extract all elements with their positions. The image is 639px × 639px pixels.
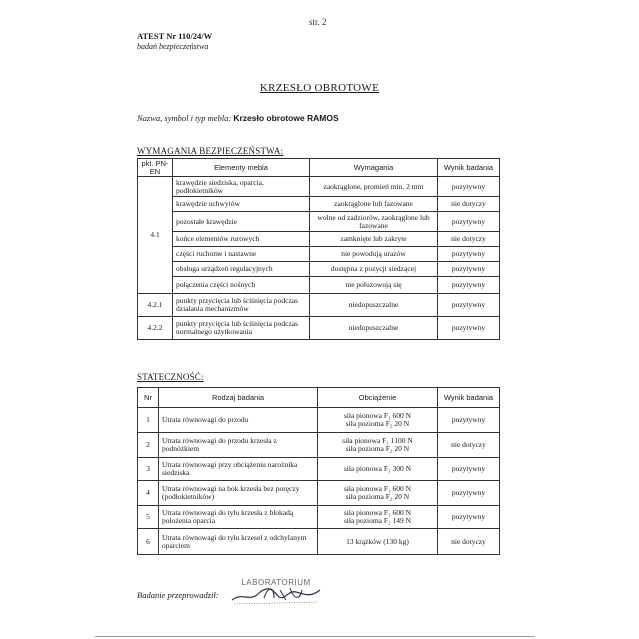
element-cell: końce elementów rurowych [173, 232, 310, 247]
col-header-elements: Elementy mebla [173, 159, 310, 177]
test-type-cell: Utrata równowagi do przodu krzesła z podnóżkiem [159, 433, 318, 458]
stamp-text: LABORATORIUM [241, 578, 311, 587]
pkt-cell: 4.1 [138, 177, 173, 294]
load-line: 13 krążków (130 kg) [346, 536, 409, 546]
safety-heading: WYMAGANIA BEZPIECZEŃSTWA: [137, 146, 284, 156]
load-line: siła pionowa F₁ 300 N [343, 464, 412, 473]
table-row [138, 529, 500, 555]
result-cell: pozytywny [438, 277, 500, 294]
load-line: siła pozioma F₂ 149 N [343, 516, 412, 525]
requirement-cell: nie poluzowują się [310, 277, 438, 294]
safety-table [137, 158, 500, 340]
table-row [138, 458, 500, 481]
pkt-cell: 4.2.1 [138, 294, 173, 317]
load-cell [318, 506, 438, 529]
col-header-result: Wynik badania [438, 388, 500, 408]
element-cell: krawędzie siedziska, oparcia, podłokietników [173, 177, 310, 197]
load-line: siła pozioma F₂ 20 N [345, 444, 410, 453]
col-header-test-type: Rodzaj badania [159, 388, 318, 408]
load-cell [318, 458, 438, 481]
col-header-pkt: pkt. PN-EN [138, 159, 173, 177]
requirement-cell: niedopuszczalne [310, 294, 438, 317]
page-number: str. 2 [309, 17, 327, 27]
table-row [138, 317, 500, 340]
table-row [138, 481, 500, 506]
laboratory-stamp [228, 578, 324, 608]
requirement-cell: wolne od zadziorów, zaokrąglone lub fazowane [310, 212, 438, 232]
result-cell: nie dotyczy [438, 433, 500, 458]
requirement-cell: nie powodują urazów [310, 247, 438, 262]
page-bottom-divider [95, 636, 535, 637]
table-row [138, 232, 500, 247]
furniture-name-line [137, 113, 339, 123]
test-type-cell: Utrata równowagi do tyłu krzeseł z odchylanym oparciem [159, 529, 318, 555]
element-cell: punkty przycięcia lub ściśnięcia podczas działania mechanizmów [173, 294, 310, 317]
table-header-row [138, 159, 500, 177]
table-row [138, 433, 500, 458]
load-cell [318, 529, 438, 555]
signature-label: Badanie przeprowadził: [137, 590, 219, 600]
nr-cell: 4 [138, 481, 159, 506]
element-cell: punkty przycięcia lub ściśnięcia podczas normalnego użytkowania [173, 317, 310, 340]
furniture-name-value: Krzesło obrotowe RAMOS [233, 113, 339, 123]
load-cell [318, 433, 438, 458]
result-cell: pozytywny [438, 294, 500, 317]
load-line: siła pionowa F₁ 600 N [343, 411, 412, 420]
result-cell: pozytywny [438, 247, 500, 262]
table-row [138, 177, 500, 197]
table-row [138, 294, 500, 317]
table-header-row [138, 388, 500, 408]
load-cell [318, 408, 438, 433]
certificate-number: ATEST Nr 110/24/W [137, 31, 213, 41]
result-cell: nie dotyczy [438, 529, 500, 555]
table-row [138, 197, 500, 212]
table-row [138, 247, 500, 262]
requirement-cell: zaokrąglone, promień min. 2 mm [310, 177, 438, 197]
nr-cell: 3 [138, 458, 159, 481]
result-cell: pozytywny [438, 458, 500, 481]
result-cell: pozytywny [438, 317, 500, 340]
result-cell: pozytywny [438, 481, 500, 506]
table-row [138, 277, 500, 294]
result-cell: pozytywny [438, 408, 500, 433]
table-row [138, 506, 500, 529]
load-line: siła pozioma F₂ 20 N [345, 492, 410, 501]
requirement-cell: zaokrąglone lub fazowane [310, 197, 438, 212]
load-line: siła pionowa F₁ 600 N [343, 484, 412, 493]
requirement-cell: niedopuszczalne [310, 317, 438, 340]
load-cell [318, 481, 438, 506]
result-cell: pozytywny [438, 212, 500, 232]
load-line: siła pionowa F₁ 1100 N [342, 436, 413, 445]
col-header-requirements: Wymagania [310, 159, 438, 177]
table-row [138, 262, 500, 277]
table-row [138, 212, 500, 232]
document-title [0, 82, 639, 94]
furniture-name-label: Nazwa, symbol i typ mebla: [137, 113, 232, 123]
col-header-nr: Nr [138, 388, 159, 408]
certificate-subtitle: badań bezpieczeństwa [137, 42, 209, 51]
pkt-cell: 4.2.2 [138, 317, 173, 340]
test-type-cell: Utrata równowagi na bok krzesła bez poręczy (podłokietników) [159, 481, 318, 506]
element-cell: pozostałe krawędzie [173, 212, 310, 232]
element-cell: obsługa urządzeń regulacyjnych [173, 262, 310, 277]
load-line: siła pozioma F₂ 20 N [345, 419, 410, 428]
col-header-load: Obciążenie [318, 388, 438, 408]
stability-table [137, 387, 500, 555]
nr-cell: 5 [138, 506, 159, 529]
test-type-cell: Utrata równowagi przy obciążeniu narożnika siedziska [159, 458, 318, 481]
element-cell: krawędzie uchwytów [173, 197, 310, 212]
test-type-cell: Utrata równowagi do przodu [159, 408, 318, 433]
element-cell: części ruchome i nastawne [173, 247, 310, 262]
requirement-cell: zamknięte lub zakryte [310, 232, 438, 247]
result-cell: pozytywny [438, 262, 500, 277]
nr-cell: 6 [138, 529, 159, 555]
element-cell: połączenia części nośnych [173, 277, 310, 294]
nr-cell: 1 [138, 408, 159, 433]
stability-heading: STATECZNOŚĆ: [137, 372, 204, 382]
nr-cell: 2 [138, 433, 159, 458]
table-row [138, 408, 500, 433]
col-header-result: Wynik badania [438, 159, 500, 177]
result-cell: nie dotyczy [438, 232, 500, 247]
result-cell: nie dotyczy [438, 197, 500, 212]
test-type-cell: Utrata równowagi do tyłu krzesła z blokadą położenia oparcia [159, 506, 318, 529]
result-cell: pozytywny [438, 177, 500, 197]
document-title-text: KRZESŁO OBROTOWE [259, 82, 380, 94]
load-line: siła pionowa F₁ 600 N [343, 508, 412, 517]
requirement-cell: dostępna z pozycji siedzącej [310, 262, 438, 277]
result-cell: pozytywny [438, 506, 500, 529]
